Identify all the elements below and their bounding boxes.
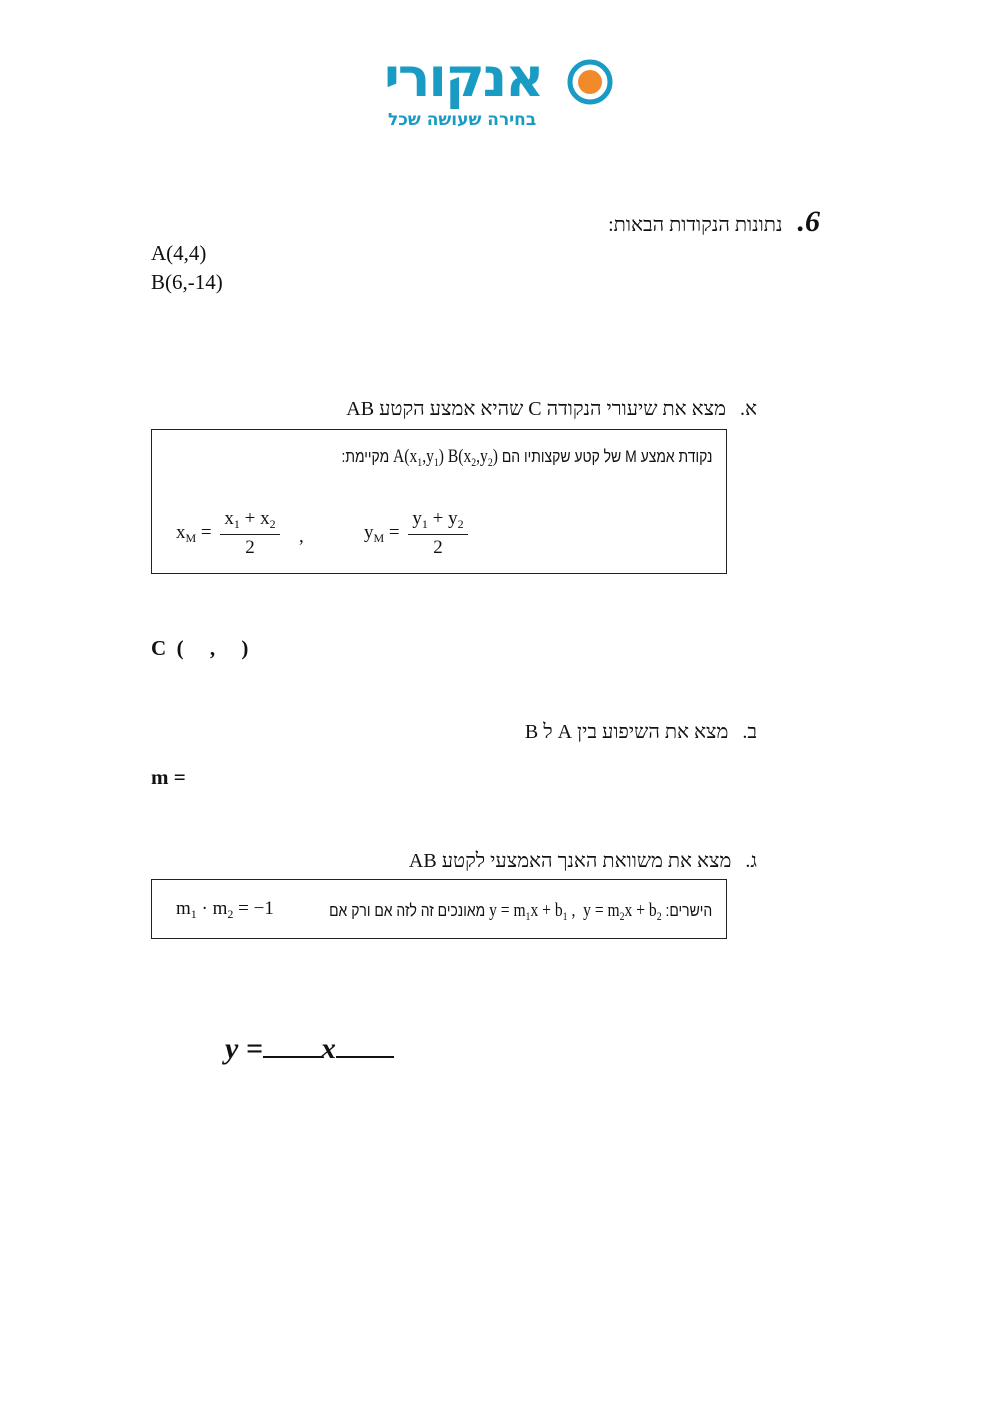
point-a: A(4,4) [151,241,207,265]
midpoint-formula-box [151,429,727,574]
part-b-prompt [525,721,757,744]
part-a-prompt [346,398,757,421]
perpendicular-condition: $m_1 \cdot m_2 = -1$ [176,898,274,921]
brand-logo [380,46,620,142]
point-b: B(6,-14) [151,270,223,294]
answer-equation[interactable]: y = x [210,998,394,1066]
answer-point-c[interactable]: C ( , ) [151,636,249,660]
part-c-text: מצא את משוואת האנך האמצעי לקטע AB [408,850,732,872]
formula-x-midpoint: $x_M$ = $\frac{x_1 + x_2}{2}$ [176,508,284,559]
part-b-text: מצא את השיפוע בין A ל B [524,721,729,743]
perpendicular-rule-text: הישרים: $y = m_1x + b_1$ , $y = m_2x + b_2$ מאונכים זה לזה אם ורק אם [328,900,712,923]
blank-slope[interactable] [263,1032,321,1058]
question-header [608,205,820,239]
midpoint-definition: נקודת אמצע M של קטע שקצותיו הם $A(x_1,y_1)$ $B(x_2,y_2)$ מקיימת: [340,446,712,469]
formula-y-midpoint: $y_M$ = $\frac{y_1 + y_2}{2}$ [364,508,472,559]
formula-separator: , [299,526,304,547]
part-b-label: ב. [742,721,757,743]
part-c-prompt [409,850,757,873]
answer-slope[interactable]: m = [151,765,186,789]
part-a-text: מצא את שיעורי הנקודה C שהיא אמצע הקטע AB [346,398,726,420]
logo-ring-icon [566,58,614,106]
question-intro: נתונות הנקודות הבאות: [608,214,783,236]
blank-intercept[interactable] [336,1032,394,1058]
question-number: 6. [797,205,820,238]
logo-wordmark: אנקורי [384,46,543,109]
perpendicular-rule-box [151,879,727,939]
logo-tagline: בחירה שעושה שכל [388,110,537,130]
part-c-label: ג. [745,850,757,872]
part-a-label: א. [739,398,757,420]
